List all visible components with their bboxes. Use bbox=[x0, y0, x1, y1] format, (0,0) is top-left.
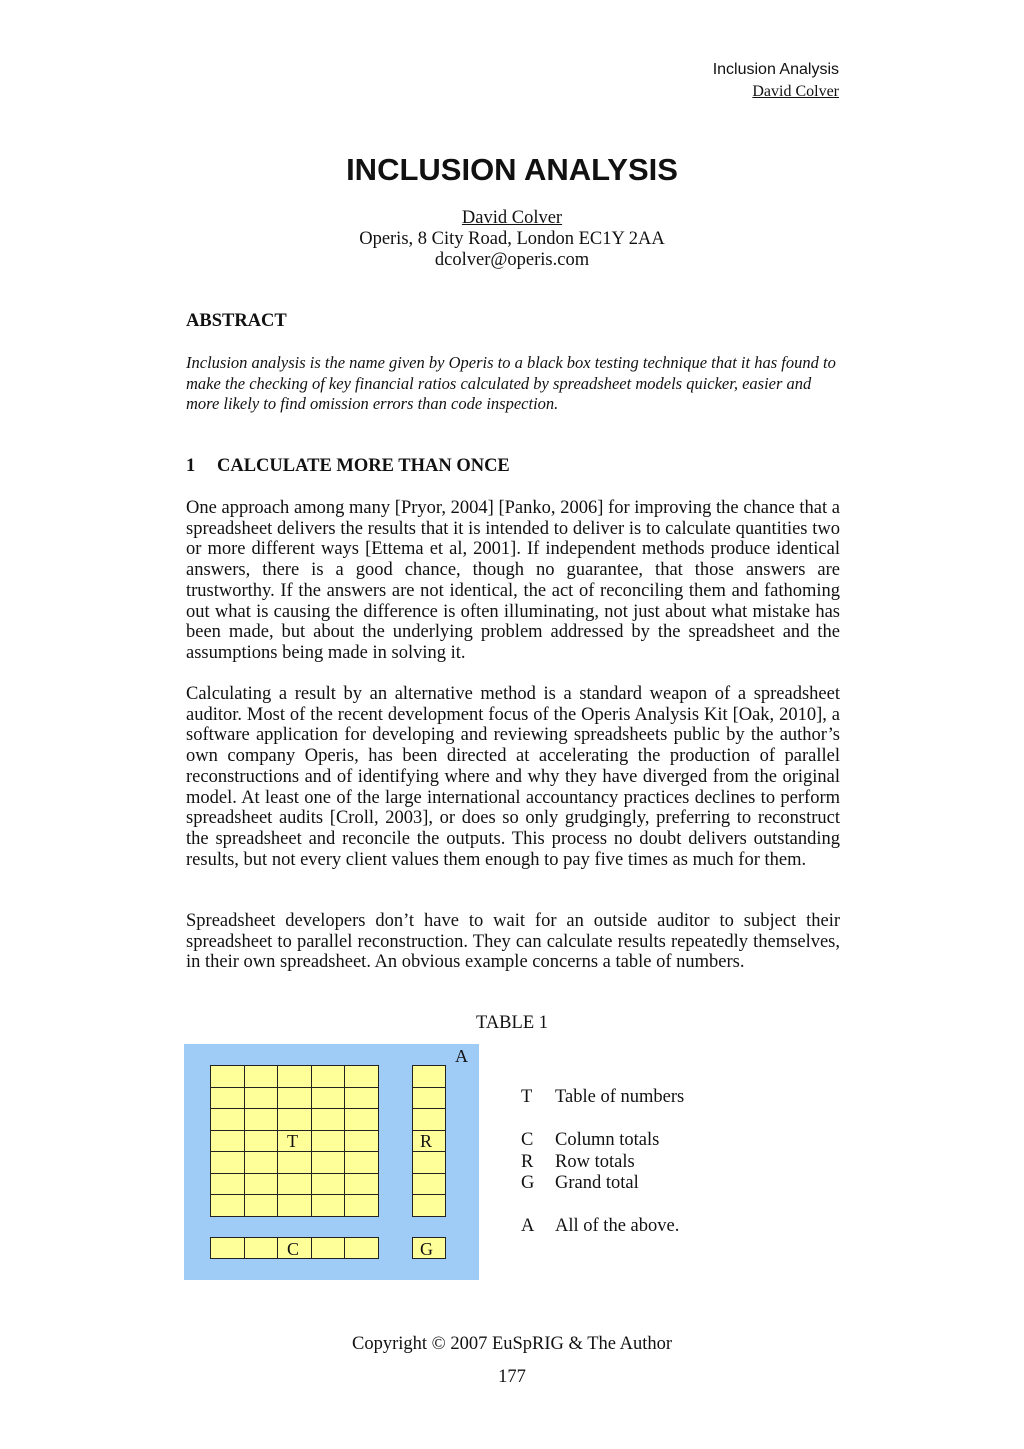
paragraph: One approach among many [Pryor, 2004] [Panko, 2006] for improving the chance that a spreadsheet delivers the results that it is intended to deliver is to calculate quantities two or more different ways [Ettema et al, 2001]. If independent methods produce identical answers, there is a good chance, though no guarantee, that those answers are trustworthy. If the answers are not identical, the act of reconciling them and fathoming out what is causing the difference is often illuminating, not just about what mistake has been made, but about the underlying problem addressed by the spreadsheet and the assumptions being made in solving it. bbox=[186, 498, 840, 663]
running-title: Inclusion Analysis bbox=[712, 61, 839, 78]
grid-cell bbox=[413, 1109, 445, 1130]
author-email: dcolver@operis.com bbox=[434, 250, 590, 270]
grid-cell bbox=[345, 1109, 378, 1130]
diagram-label-all: A bbox=[455, 1046, 468, 1066]
paragraph: Calculating a result by an alternative method is a standard weapon of a spreadsheet auditor. Most of the recent development focus of the Operis Analysis Kit [Oak, 2010], a software application for developing and reviewing spreadsheets public by the author’s own company Operis, has been directed at accelerating the production of parallel reconstructions and of identifying where and why they have diverged from the original model. At least one of the large international accountancy practices declines to perform spreadsheet audits [Croll, 2003], or does so only grudgingly, preferring to reconstruct the spreadsheet and reconcile the outputs. This process no doubt delivers outstanding results, but not every client values them enough to pay five times as much for them. bbox=[186, 684, 840, 870]
grid-cell bbox=[245, 1152, 278, 1173]
grid-cell bbox=[345, 1066, 378, 1087]
grid-cell bbox=[245, 1109, 278, 1130]
legend-item bbox=[521, 1087, 684, 1108]
diagram-label-rows: R bbox=[420, 1131, 433, 1151]
legend-item bbox=[521, 1152, 635, 1173]
grid-cell bbox=[345, 1088, 378, 1109]
grid-cell bbox=[245, 1238, 278, 1258]
grid-cell bbox=[312, 1195, 345, 1216]
grid-cell bbox=[278, 1195, 311, 1216]
grid-cell bbox=[278, 1109, 311, 1130]
table-diagram bbox=[184, 1044, 479, 1280]
legend-key: A bbox=[521, 1216, 535, 1236]
legend-text: All of the above. bbox=[555, 1216, 680, 1236]
legend-key: G bbox=[521, 1173, 535, 1193]
legend-item bbox=[521, 1216, 679, 1237]
diagram-label-grand: G bbox=[420, 1239, 433, 1259]
grid-cell bbox=[413, 1088, 445, 1109]
abstract-text: Inclusion analysis is the name given by Operis to a black box testing technique that it has found to make the checking of key financial ratios calculated by spreadsheet models quicker, easier and more likely to find omission errors than code inspection. bbox=[186, 353, 836, 414]
grid-cell bbox=[211, 1174, 244, 1195]
grid-cell bbox=[278, 1152, 311, 1173]
section-title: CALCULATE MORE THAN ONCE bbox=[217, 456, 510, 476]
grid-cell bbox=[312, 1088, 345, 1109]
author-affiliation: Operis, 8 City Road, London EC1Y 2AA bbox=[359, 229, 665, 249]
legend-key: R bbox=[521, 1152, 534, 1172]
legend-text: Grand total bbox=[555, 1173, 639, 1193]
grid-cell bbox=[211, 1066, 244, 1087]
grid-cell bbox=[312, 1174, 345, 1195]
grid-cell bbox=[312, 1131, 345, 1152]
legend-item bbox=[521, 1130, 659, 1151]
running-author: David Colver bbox=[752, 83, 839, 100]
paper-title: INCLUSION ANALYSIS bbox=[346, 152, 678, 187]
grid-cell bbox=[245, 1195, 278, 1216]
grid-cell bbox=[413, 1174, 445, 1195]
grid-cell bbox=[245, 1066, 278, 1087]
legend-key: C bbox=[521, 1130, 534, 1150]
section-heading bbox=[186, 456, 510, 477]
legend-text: Column totals bbox=[555, 1130, 660, 1150]
section-number: 1 bbox=[186, 456, 196, 476]
author-name: David Colver bbox=[461, 208, 563, 228]
grid-cell bbox=[278, 1066, 311, 1087]
grid-cell bbox=[345, 1195, 378, 1216]
page-number: 177 bbox=[498, 1367, 526, 1387]
grid-cell bbox=[245, 1131, 278, 1152]
grid-cell bbox=[211, 1152, 244, 1173]
legend-key: T bbox=[521, 1087, 533, 1107]
grid-cell bbox=[211, 1195, 244, 1216]
grid-cell bbox=[245, 1174, 278, 1195]
copyright-footer: Copyright © 2007 EuSpRIG & The Author bbox=[352, 1334, 672, 1354]
grid-cell bbox=[278, 1088, 311, 1109]
grid-cell bbox=[312, 1109, 345, 1130]
grid-cell bbox=[345, 1152, 378, 1173]
diagram-label-table: T bbox=[287, 1131, 298, 1151]
paragraph: Spreadsheet developers don’t have to wait for an outside auditor to subject their spreadsheet to parallel reconstruction. They can calculate results repeatedly themselves, in their own spreadsheet. An obvious example concerns a table of numbers. bbox=[186, 911, 840, 973]
legend-text: Table of numbers bbox=[555, 1087, 685, 1107]
legend-item bbox=[521, 1173, 639, 1194]
grid-cell bbox=[413, 1066, 445, 1087]
grid-cell bbox=[211, 1238, 244, 1258]
diagram-label-columns: C bbox=[287, 1239, 300, 1259]
grid-cell bbox=[211, 1088, 244, 1109]
grid-cell bbox=[345, 1131, 378, 1152]
grid-cell bbox=[413, 1152, 445, 1173]
legend-text: Row totals bbox=[555, 1152, 635, 1172]
grid-cell bbox=[413, 1195, 445, 1216]
table-caption: TABLE 1 bbox=[476, 1013, 548, 1033]
grid-cell bbox=[211, 1131, 244, 1152]
grid-cell bbox=[211, 1109, 244, 1130]
grid-cell bbox=[345, 1238, 378, 1258]
grid-cell bbox=[312, 1066, 345, 1087]
grid-cell bbox=[345, 1174, 378, 1195]
grid-cell bbox=[312, 1152, 345, 1173]
grid-cell bbox=[312, 1238, 345, 1258]
abstract-heading: ABSTRACT bbox=[186, 311, 287, 331]
grid-cell bbox=[245, 1088, 278, 1109]
grid-cell bbox=[278, 1174, 311, 1195]
